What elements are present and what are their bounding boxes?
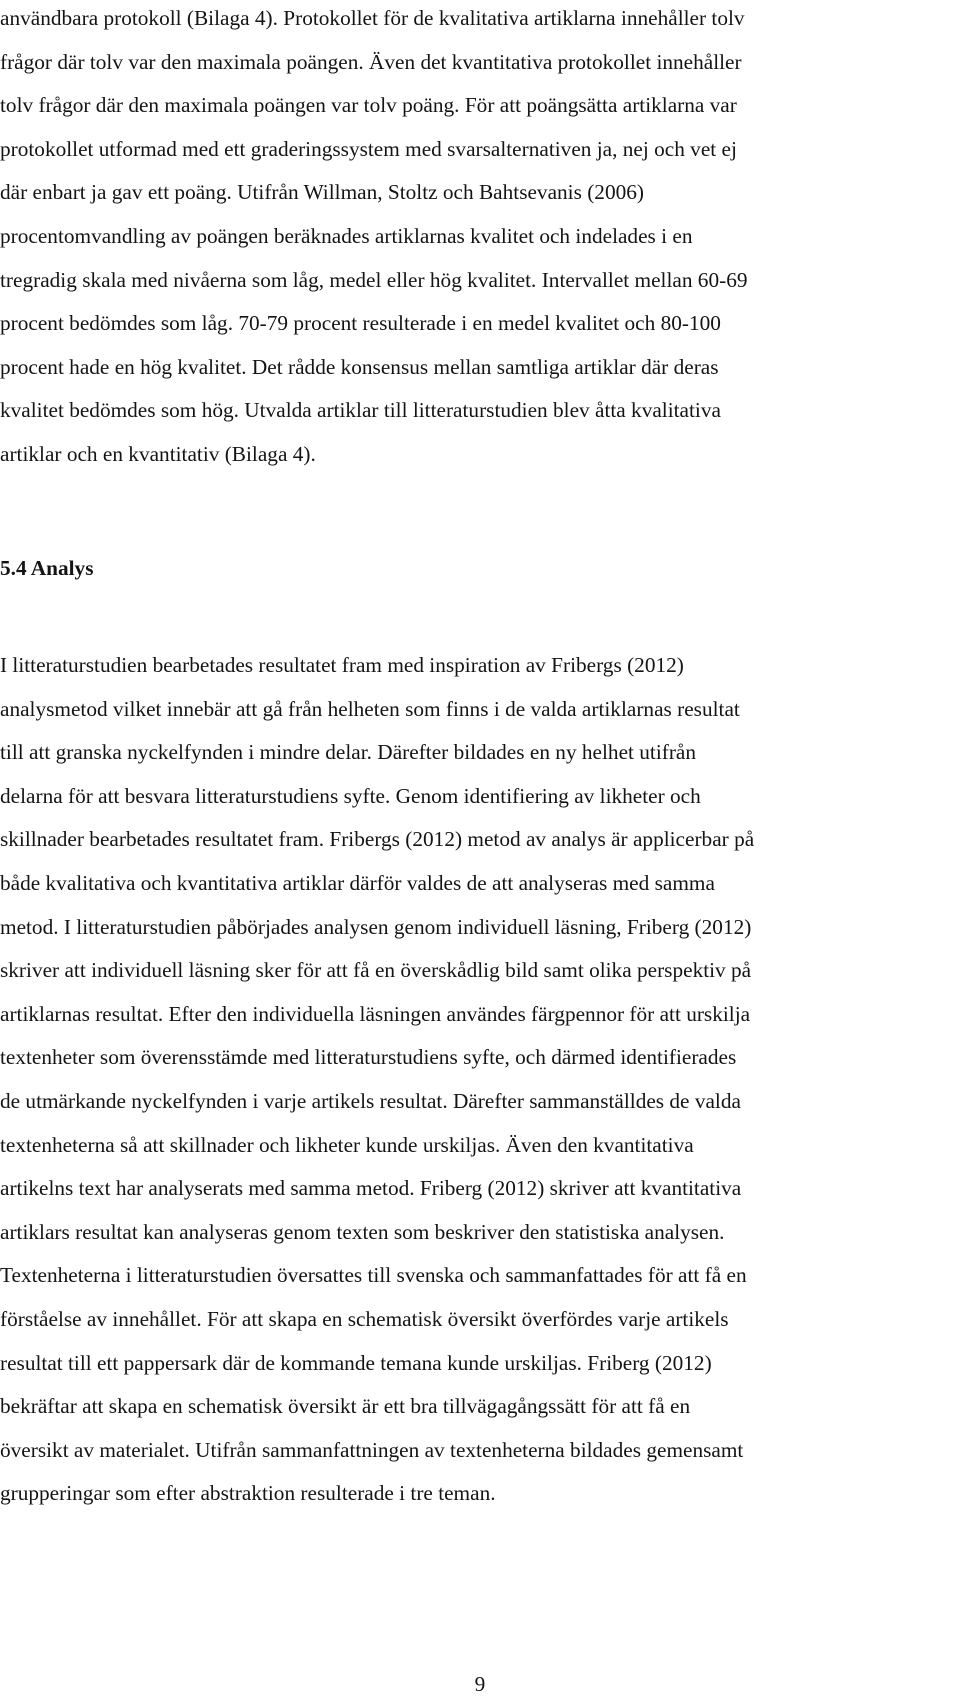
- text-line: metod. I litteraturstudien påbörjades analysen genom individuell läsning, Friberg (2012): [0, 914, 752, 939]
- text-line: till att granska nyckelfynden i mindre delar. Därefter bildades en ny helhet utifrån: [0, 740, 697, 765]
- text-line: textenheter som överensstämde med litteraturstudiens syfte, och därmed identifierades: [0, 1045, 737, 1070]
- text-line: tolv frågor där den maximala poängen var tolv poäng. För att poängsätta artiklarna var: [0, 93, 737, 118]
- text-line: artiklarnas resultat. Efter den individuella läsningen användes färgpennor för att urskilja: [0, 1001, 751, 1026]
- text-line: textenheterna så att skillnader och likheter kunde urskiljas. Även den kvantitativa: [0, 1132, 694, 1157]
- text-line: översikt av materialet. Utifrån sammanfattningen av textenheterna bildades gemensamt: [0, 1437, 744, 1462]
- text-line: tregradig skala med nivåerna som låg, medel eller hög kvalitet. Intervallet mellan 60-69: [0, 267, 748, 292]
- paragraph-analysis: [0, 644, 960, 1516]
- text-line: procent hade en hög kvalitet. Det rådde konsensus mellan samtliga artiklar där deras: [0, 354, 719, 379]
- text-line: artiklars resultat kan analyseras genom texten som beskriver den statistiska analysen.: [0, 1219, 725, 1244]
- paragraph-quality-assessment: [0, 0, 960, 477]
- text-line: procentomvandling av poängen beräknades artiklarnas kvalitet och indelades i en: [0, 223, 693, 248]
- text-line: delarna för att besvara litteraturstudiens syfte. Genom identifiering av likheter och: [0, 783, 701, 808]
- text-line: bekräftar att skapa en schematisk översikt är ett bra tillvägagångssätt för att få en: [0, 1394, 691, 1419]
- text-line: där enbart ja gav ett poäng. Utifrån Willman, Stoltz och Bahtsevanis (2006): [0, 180, 644, 205]
- text-line: skriver att individuell läsning sker för att få en överskådlig bild samt olika perspektiv på: [0, 958, 752, 983]
- text-line: Textenheterna i litteraturstudien översattes till svenska och sammanfattades för att få en: [0, 1263, 747, 1288]
- text-line: skillnader bearbetades resultatet fram. Fribergs (2012) metod av analys är applicerbar på: [0, 827, 755, 852]
- text-line: I litteraturstudien bearbetades resultatet fram med inspiration av Fribergs (2012): [0, 653, 684, 677]
- page-number: 9: [474, 1672, 486, 1696]
- text-line: kvalitet bedömdes som hög. Utvalda artiklar till litteraturstudien blev åtta kvalitativa: [0, 398, 721, 423]
- text-line: både kvalitativa och kvantitativa artiklar därför valdes de att analyseras med samma: [0, 870, 715, 895]
- text-line: analysmetod vilket innebär att gå från helheten som finns i de valda artiklarnas resultat: [0, 696, 740, 721]
- text-line: grupperingar som efter abstraktion resulterade i tre teman.: [0, 1481, 496, 1506]
- text-line: artikelns text har analyserats med samma metod. Friberg (2012) skriver att kvantitativa: [0, 1176, 742, 1201]
- text-line: artiklar och en kvantitativ (Bilaga 4).: [0, 441, 316, 466]
- text-line: resultat till ett pappersark där de kommande temana kunde urskiljas. Friberg (2012): [0, 1350, 712, 1375]
- text-line: protokollet utformad med ett graderingssystem med svarsalternativen ja, nej och vet ej: [0, 136, 737, 161]
- text-line: procent bedömdes som låg. 70-79 procent resulterade i en medel kvalitet och 80-100: [0, 311, 721, 336]
- text-line: de utmärkande nyckelfynden i varje artikels resultat. Därefter sammanställdes de valda: [0, 1088, 741, 1113]
- section-heading: 5.4 Analys: [0, 556, 94, 580]
- text-line: användbara protokoll (Bilaga 4). Protokollet för de kvalitativa artiklarna innehåller tolv: [0, 6, 745, 30]
- text-line: frågor där tolv var den maximala poängen. Även det kvantitativa protokollet innehåller: [0, 49, 742, 74]
- text-line: förståelse av innehållet. För att skapa en schematisk översikt överfördes varje artikels: [0, 1306, 729, 1331]
